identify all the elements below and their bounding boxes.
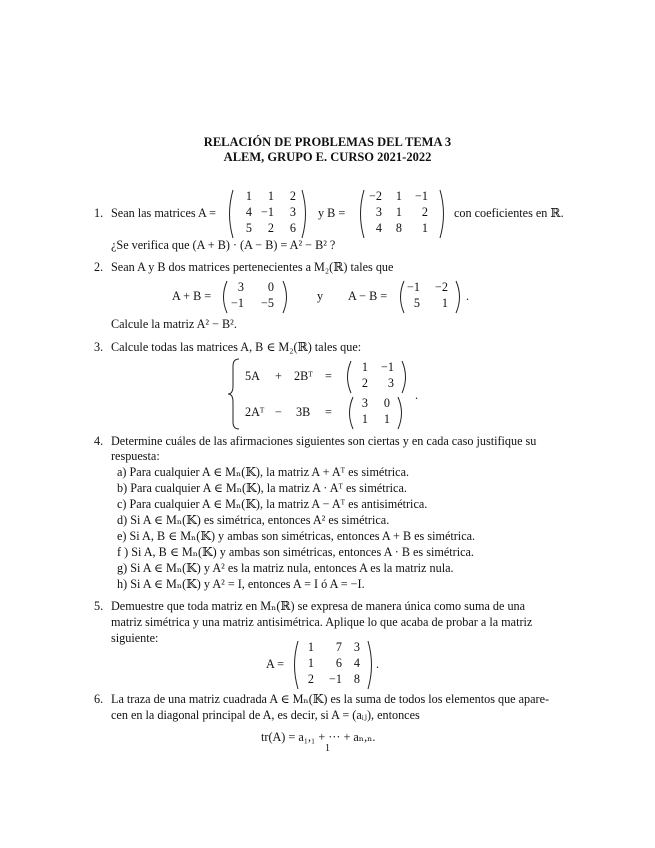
p1-matrix-a bbox=[232, 189, 302, 239]
p3-mat2-right-paren bbox=[396, 396, 406, 430]
problem-2-ask: Calcule la matriz A² − B². bbox=[111, 317, 237, 331]
p3-eq2-op: − bbox=[275, 405, 282, 419]
problem-6-line-2: cen en la diagonal principal de A, es decir, si A = (aᵢⱼ), entonces bbox=[111, 708, 420, 722]
title-line-1: RELACIÓN DE PROBLEMAS DEL TEMA 3 bbox=[203, 135, 452, 149]
matrix-entry: 2 bbox=[267, 221, 274, 235]
matrix-entry: 1 bbox=[267, 189, 274, 203]
matrix-entry: 4 bbox=[245, 205, 252, 219]
matrix-entry: 3 bbox=[289, 205, 296, 219]
problem-6-line-1: La traza de una matriz cuadrada A ∈ Mₙ(𝕂) es la suma de todos los elementos que apare- bbox=[111, 692, 550, 706]
matrix-entry: 5 bbox=[245, 221, 252, 235]
problem-4-item-g: g) Si A ∈ Mₙ(𝕂) y A² es la matriz nula, entonces A es la matriz nula. bbox=[117, 561, 454, 575]
problem-4-intro-1: Determine cuáles de las afirmaciones siguientes son ciertas y en cada caso justifique su bbox=[111, 434, 537, 448]
problem-3-intro: Calcule todas las matrices A, B ∈ M₂(ℝ) tales que: bbox=[111, 340, 362, 354]
problem-2-number: 2. bbox=[94, 260, 104, 274]
problem-4-intro-2: respuesta: bbox=[111, 449, 160, 463]
matrix-entry: −1 bbox=[407, 280, 420, 294]
matrix-entry: 2 bbox=[421, 205, 428, 219]
matrix-entry: 3 bbox=[387, 376, 394, 390]
p1-matrix-b bbox=[362, 189, 442, 239]
problem-6-number: 6. bbox=[94, 692, 104, 706]
p3-eq1-term2: 2Bᵀ bbox=[294, 369, 313, 383]
matrix-entry: −1 bbox=[231, 296, 244, 310]
problem-4-item-f: f ) Si A, B ∈ Mₙ(𝕂) y ambas son simétricas, entonces A · B es simétrica. bbox=[117, 545, 474, 559]
problem-1-text-a: Sean las matrices A = bbox=[111, 206, 217, 220]
problem-4-item-e: e) Si A, B ∈ Mₙ(𝕂) y ambas son simétricas, entonces A + B es simétrica. bbox=[117, 529, 476, 543]
problem-4-item-d: d) Si A ∈ Mₙ(𝕂) es simétrica, entonces A² es simétrica. bbox=[117, 513, 390, 527]
matrix-entry: 4 bbox=[353, 656, 360, 670]
title-line-2: ALEM, GRUPO E. CURSO 2021-2022 bbox=[223, 150, 432, 164]
matrix-entry: 3 bbox=[375, 205, 382, 219]
matrix-entry: 1 bbox=[245, 189, 252, 203]
matrix-entry: 7 bbox=[335, 640, 342, 654]
matrix-entry: 8 bbox=[395, 221, 402, 235]
p5-matrix bbox=[294, 640, 374, 690]
matrix-entry: −1 bbox=[329, 672, 342, 686]
matrix-entry: −2 bbox=[435, 280, 448, 294]
p1-matA-right-paren bbox=[300, 189, 310, 239]
p3-eq2-term1: 2Aᵀ bbox=[245, 405, 265, 419]
problem-4-number: 4. bbox=[94, 434, 104, 448]
matrix-entry: 1 bbox=[361, 412, 368, 426]
problem-6-formula: tr(A) = a₁,₁ + ··· + aₙ,ₙ. bbox=[261, 730, 376, 744]
matrix-entry: 1 bbox=[421, 221, 428, 235]
matrix-entry: 5 bbox=[413, 296, 420, 310]
p3-eq1-eq: = bbox=[325, 369, 332, 383]
problem-5-line-3: siguiente: bbox=[111, 631, 159, 645]
matrix-entry: 3 bbox=[361, 396, 368, 410]
matrix-entry: 2 bbox=[361, 376, 368, 390]
matrix-entry: −2 bbox=[369, 189, 382, 203]
matrix-entry: 2 bbox=[307, 672, 314, 686]
matrix-entry: 1 bbox=[395, 205, 402, 219]
matrix-entry: −1 bbox=[415, 189, 428, 203]
matrix-entry: 1 bbox=[361, 360, 368, 374]
p3-mat1-right-paren bbox=[400, 360, 410, 394]
matrix-entry: −1 bbox=[381, 360, 394, 374]
problem-2-period: . bbox=[466, 289, 470, 303]
problem-1-text-b: y B = bbox=[318, 206, 346, 220]
p3-eq1-term1: 5A bbox=[245, 369, 260, 383]
matrix-entry: −5 bbox=[261, 296, 274, 310]
p3-matrix-1 bbox=[348, 360, 404, 394]
problem-5-lhs: A = bbox=[266, 657, 285, 671]
problem-2-lhs-1: A + B = bbox=[172, 289, 212, 303]
matrix-entry: 0 bbox=[383, 396, 390, 410]
p3-left-brace bbox=[227, 358, 241, 430]
matrix-entry: 1 bbox=[307, 640, 314, 654]
problem-5-line-2: matriz simétrica y una matriz antisimétrica. Aplique lo que acaba de probar a la matriz bbox=[111, 615, 533, 629]
problem-3-period: . bbox=[415, 388, 419, 402]
problem-5-line-1: Demuestre que toda matriz en Mₙ(ℝ) se expresa de manera única como suma de una bbox=[111, 599, 526, 613]
matrix-entry: 6 bbox=[289, 221, 296, 235]
p3-eq1-op: + bbox=[275, 369, 282, 383]
matrix-entry: 0 bbox=[267, 280, 274, 294]
matrix-entry: 6 bbox=[335, 656, 342, 670]
problem-1-number: 1. bbox=[94, 206, 104, 220]
p2-mat1-right-paren bbox=[281, 280, 291, 314]
matrix-entry: 2 bbox=[289, 189, 296, 203]
problem-2-y: y bbox=[317, 289, 324, 303]
p1-matB-right-paren bbox=[438, 189, 448, 239]
problem-4-item-b: b) Para cualquier A ∈ Mₙ(𝕂), la matriz A · Aᵀ es simétrica. bbox=[117, 481, 407, 495]
matrix-entry: 8 bbox=[353, 672, 360, 686]
problem-4-item-h: h) Si A ∈ Mₙ(𝕂) y A² = I, entonces A = I ó A = −I. bbox=[117, 577, 365, 591]
p5-mat-right-paren bbox=[366, 640, 376, 690]
matrix-entry: 3 bbox=[237, 280, 244, 294]
p3-eq2-term2: 3B bbox=[296, 405, 311, 419]
problem-5-period: . bbox=[376, 657, 380, 671]
matrix-entry: 4 bbox=[375, 221, 382, 235]
matrix-entry: 1 bbox=[441, 296, 448, 310]
problem-2-lhs-2: A − B = bbox=[348, 289, 388, 303]
matrix-entry: 1 bbox=[395, 189, 402, 203]
p2-matrix-2 bbox=[400, 280, 460, 314]
matrix-entry: 1 bbox=[307, 656, 314, 670]
matrix-entry: 1 bbox=[383, 412, 390, 426]
problem-2-intro: Sean A y B dos matrices pertenecientes a M₂(ℝ) tales que bbox=[111, 260, 394, 274]
problem-1-text-c: con coeficientes en ℝ. bbox=[454, 206, 564, 220]
problem-5-number: 5. bbox=[94, 599, 104, 613]
matrix-entry: −1 bbox=[261, 205, 274, 219]
problem-3-number: 3. bbox=[94, 340, 104, 354]
page-number: 1 bbox=[325, 743, 330, 754]
problem-4-item-a: a) Para cualquier A ∈ Mₙ(𝕂), la matriz A + Aᵀ es simétrica. bbox=[117, 465, 410, 479]
p2-mat2-right-paren bbox=[454, 280, 464, 314]
p3-eq2-eq: = bbox=[325, 405, 332, 419]
problem-1-question: ¿Se verifica que (A + B) · (A − B) = A² − B² ? bbox=[111, 238, 336, 252]
problem-4-item-c: c) Para cualquier A ∈ Mₙ(𝕂), la matriz A − Aᵀ es antisimétrica. bbox=[117, 497, 428, 511]
matrix-entry: 3 bbox=[353, 640, 360, 654]
p2-matrix-1 bbox=[224, 280, 284, 314]
